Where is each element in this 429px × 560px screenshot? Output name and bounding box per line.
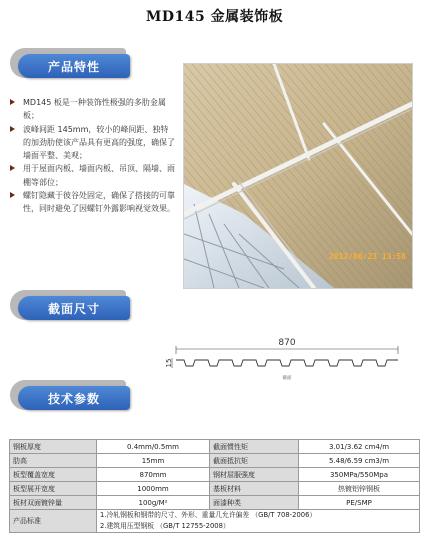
spec-value: 5.48/6.59 cm3/m (299, 454, 420, 468)
table-row (10, 468, 420, 482)
spec-label: 钢板厚度 (10, 440, 97, 454)
spec-value: 15mm (97, 454, 210, 468)
section-tab-tech (10, 380, 128, 412)
arrow-bullet-icon (10, 192, 15, 198)
table-row (10, 440, 420, 454)
standards-cell (97, 510, 420, 533)
spec-label: 基板材料 (210, 482, 299, 496)
spec-value: 350MPa/550Mpa (299, 468, 420, 482)
spec-table (9, 439, 420, 533)
spec-value: 1000mm (97, 482, 210, 496)
table-row (10, 510, 420, 533)
spec-value: 热镀铝锌钢板 (299, 482, 420, 496)
spec-label: 板材双面镀锌量 (10, 496, 97, 510)
feature-item (8, 96, 176, 123)
standard-label: 产品标准 (10, 510, 97, 533)
feature-list (8, 96, 176, 216)
arrow-bullet-icon (10, 126, 15, 132)
feature-text: 波峰间距 145mm，较小的峰间距、独特的加劲肋使该产品具有更高的强度，确保了墙面平整、美观； (23, 124, 175, 161)
feature-item (8, 123, 176, 163)
arrow-bullet-icon (10, 99, 15, 105)
tech-heading: 技术参数 (18, 386, 130, 410)
installation-photo (183, 63, 413, 289)
feature-item (8, 189, 176, 216)
spec-value: 3.01/3.62 cm4/m (299, 440, 420, 454)
spec-value: 870mm (97, 468, 210, 482)
feature-item (8, 162, 176, 189)
feature-text: 用于屋面内板、墙面内板、吊顶、隔墙、雨棚等部位； (23, 164, 175, 187)
profile-diagram (162, 332, 412, 384)
profile-outline (176, 360, 398, 366)
section-tab-features (10, 48, 128, 80)
spec-label: 截面惯性矩 (210, 440, 299, 454)
profile-note: 截面 (282, 376, 292, 381)
table-row (10, 482, 420, 496)
table-row (10, 454, 420, 468)
feature-text: 螺钉隐藏于彼谷处固定，确保了搭接的可靠性，同时避免了因螺钉外露影响视觉效果。 (23, 191, 175, 214)
arrow-bullet-icon (10, 165, 15, 171)
spec-value: 0.4mm/0.5mm (97, 440, 210, 454)
section-heading: 截面尺寸 (18, 296, 130, 320)
spec-value: 100g/M² (97, 496, 210, 510)
standard-item: 2.建筑用压型钢板 （GB/T 12755-2008） (100, 522, 230, 530)
feature-text: MD145 板是一种装饰性极强的多肋金属板； (23, 98, 166, 121)
spec-value: PE/SMP (299, 496, 420, 510)
height-dimension-label: 15 (165, 358, 173, 368)
spec-label: 面漆种类 (210, 496, 299, 510)
table-row (10, 496, 420, 510)
standard-item: 1.冷轧钢板和钢带的尺寸、外形、重量几允许偏差 （GB/T 708-2006） (100, 511, 317, 519)
section-tab-section (10, 290, 128, 322)
photo-timestamp: 2013/06/23 13:58 (328, 252, 406, 261)
spec-label: 肋高 (10, 454, 97, 468)
spec-label: 钢材屈服强度 (210, 468, 299, 482)
width-dimension-label: 870 (278, 338, 296, 348)
features-heading: 产品特性 (18, 54, 130, 78)
spec-label: 板型覆盖宽度 (10, 468, 97, 482)
page-title: MD145 金属装饰板 (145, 9, 284, 25)
spec-label: 截面抵抗矩 (210, 454, 299, 468)
spec-label: 板型展开宽度 (10, 482, 97, 496)
